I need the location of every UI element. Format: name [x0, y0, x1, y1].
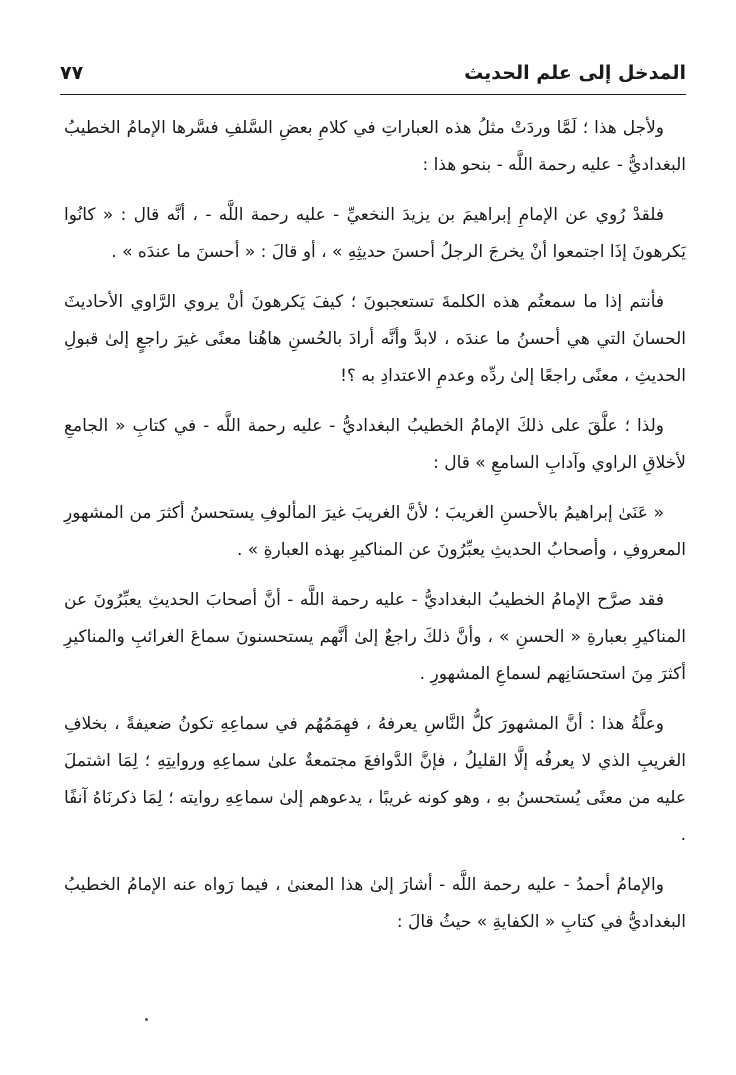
running-header — [60, 56, 686, 92]
running-header-title: المدخل إلى علم الحديث — [464, 62, 686, 84]
page-number: ٧٧ — [60, 62, 84, 84]
paragraph: ولذا ؛ علَّقَ على ذلكَ الإمامُ الخطيبُ البغداديُّ - عليه رحمة اللَّه - في كتابِ « الجامعِ لأخلاقِ الراوي وآدابِ السامعِ » قال : — [64, 416, 686, 473]
paragraph: وعلَّةُ هذا : أنَّ المشهورَ كلُّ النَّاسِ يعرفهُ ، فهِمَمُهُم في سماعِهِ تكونُ ضعيفةً ، بخلافِ الغريبِ الذي لا يعرفُه إلَّا القليلُ ، فإنَّ الدَّوافعَ مجتمعةٌ علىٰ سماعِهِ وروايتِهِ ؛ لِمَا اشتملَ عليه من معنًى يُستحسنُ بهِ ، وهو كونه غريبًا ، يدعوهم إلىٰ سماعِهِ روايته ؛ لِمَا ذكرنَاهُ آنفًا . — [64, 714, 686, 845]
paragraph: فقد صرَّح الإمامُ الخطيبُ البغداديُّ - عليه رحمة اللَّه - أنَّ أصحابَ الحديثِ يعبِّرُونَ عن المناكيرِ بعبارةِ « الحسنِ » ، وأنَّ ذلكَ راجعٌ إلىٰ أنَّهم يستحسنونَ سماعَ الغرائبِ والمناكيرِ أكثرَ مِنَ استحسَانِهم لسماعِ المشهورِ . — [64, 590, 686, 684]
paragraph: والإمامُ أحمدُ - عليه رحمة اللَّه - أشارَ إلىٰ هذا المعنىٰ ، فيما رَواه عنه الإمامُ الخطيبُ البغداديُّ في كتابِ « الكفايةِ » حيثُ قالَ : — [64, 875, 686, 932]
header-divider — [60, 94, 686, 95]
scan-speck — [145, 1018, 148, 1021]
paragraph: فلقدْ رُوي عن الإمامِ إبراهيمَ بن يزيدَ النخعيِّ - عليه رحمة اللَّه - ، أنَّه قال : « كانُوا يَكرهونَ إذَا اجتمعوا أنْ يخرجَ الرجلُ أحسنَ حديثِهِ » ، أو قالَ : « أحسنَ ما عندَه » . — [64, 205, 686, 262]
paragraph: ولأجل هذا ؛ لَمَّا وردَتْ مثلُ هذه العباراتِ في كلامِ بعضِ السَّلفِ فسَّرها الإمامُ الخطيبُ البغداديُّ - عليه رحمة اللَّه - بنحو هذا : — [64, 118, 686, 175]
main-text — [64, 110, 686, 954]
paragraph: فأنتم إذا ما سمعتُم هذه الكلمةَ تستعجبونَ ؛ كيفَ يَكرهونَ أنْ يروي الرَّاوي الأحاديثَ الحسانَ التي هي أحسنُ ما عندَه ، لابدَّ وأنَّه أرادَ بالحُسنِ هاهُنا معنًى غيرَ راجعٍ إلىٰ قبولِ الحديثِ ، معنًى راجعًا إلىٰ ردِّه وعدمِ الاعتدادِ به ؟! — [64, 292, 686, 386]
quotation-paragraph: « عَنَىٰ إبراهيمُ بالأحسنِ الغريبَ ؛ لأنَّ الغريبَ غيرَ المألوفِ يستحسنُ أكثرَ من المشهورِ المعروفِ ، وأصحابُ الحديثِ يعبِّرُونَ عن المناكيرِ بهذه العبارةِ » . — [64, 503, 686, 560]
